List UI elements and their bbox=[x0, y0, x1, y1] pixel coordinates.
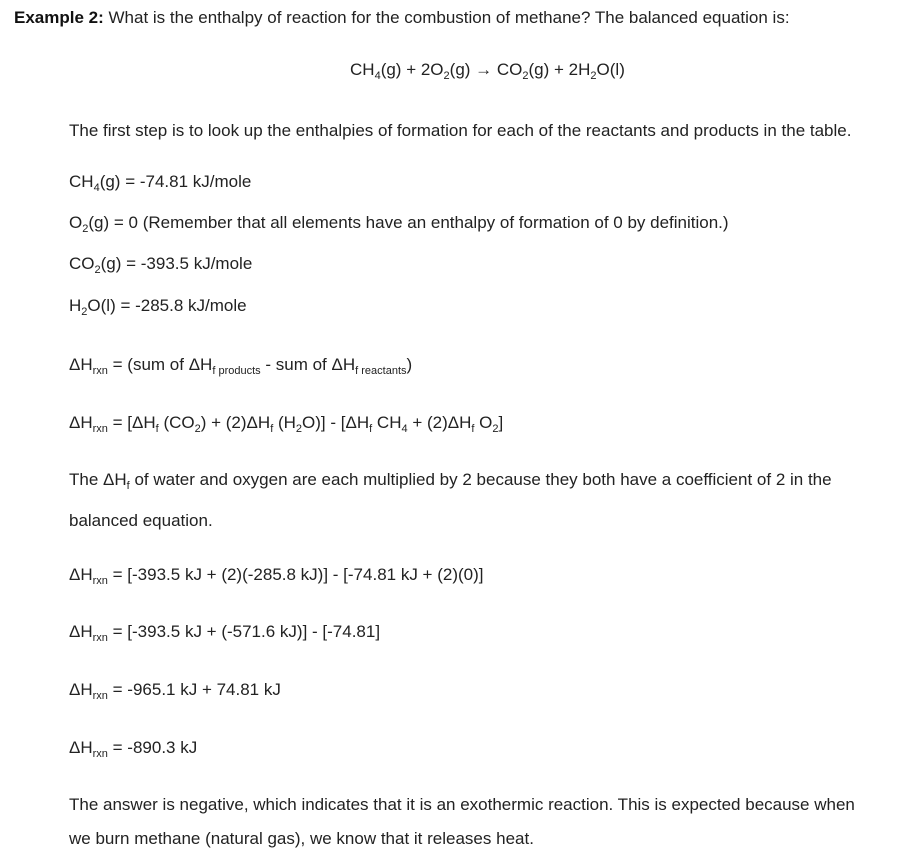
question-text: What is the enthalpy of reaction for the combustion of methane? The balanced equation is: bbox=[108, 8, 790, 27]
formation-o2: $O_2(g) = 0$ (Remember that all elements have an enthalpy of formation of 0 by definition.) bbox=[69, 213, 729, 235]
explanation-line-2: balanced equation. bbox=[69, 511, 213, 530]
general-formula: $\Delta H_{rxn} = (sum$ of $\Delta H_{f products}$ - sum of $\Delta H_{f reactants}$) bbox=[69, 355, 413, 377]
formation-co2: $CO_2(g) = -393.5$ kJ/mole bbox=[69, 254, 253, 276]
intro-text: The first step is to look up the enthalpies of formation for each of the reactants and products in the table. bbox=[69, 121, 852, 140]
formation-ch4: $CH_4(g) = -74.81$ kJ/mole bbox=[69, 172, 252, 194]
conclusion-line-1: The answer is negative, which indicates that it is an exothermic reaction. This is expected because when bbox=[69, 795, 855, 814]
calc-step-3: $\Delta H_{rxn} = -965.1$ kJ + 74.81 kJ bbox=[69, 680, 281, 702]
example-question bbox=[14, 8, 790, 28]
explanation-line-1: The $\Delta H_f$ of water and oxygen are each multiplied by 2 because they both have a coefficient of 2 in the bbox=[69, 470, 832, 492]
specific-formula: $\Delta H_{rxn} = [\Delta H_f$ $(CO_2) + (2)\Delta H_f$ $(H_2O)] - [\Delta H_f$ $CH_4 + (2)\Delta H_f$ $O_2$] bbox=[69, 413, 504, 435]
calc-step-2: $\Delta H_{rxn} = [-393.5$ kJ + (-571.6 kJ)] - [-74.81] bbox=[69, 622, 381, 644]
example-label: Example 2: bbox=[14, 8, 104, 27]
formation-h2o: $H_2O(l) = -285.8$ kJ/mole bbox=[69, 296, 247, 318]
calc-step-1: $\Delta H_{rxn} = [-393.5$ kJ + (2)(-285.8 kJ)] - [-74.81 kJ + (2)(0)] bbox=[69, 565, 484, 587]
calc-step-4: $\Delta H_{rxn} = -890.3$ kJ bbox=[69, 738, 198, 760]
balanced-equation: $CH_4(g) + 2O_2(g) \to CO_2(g) + 2H_2O(l)$ bbox=[350, 60, 625, 82]
conclusion-line-2: we burn methane (natural gas), we know that it releases heat. bbox=[69, 829, 534, 848]
